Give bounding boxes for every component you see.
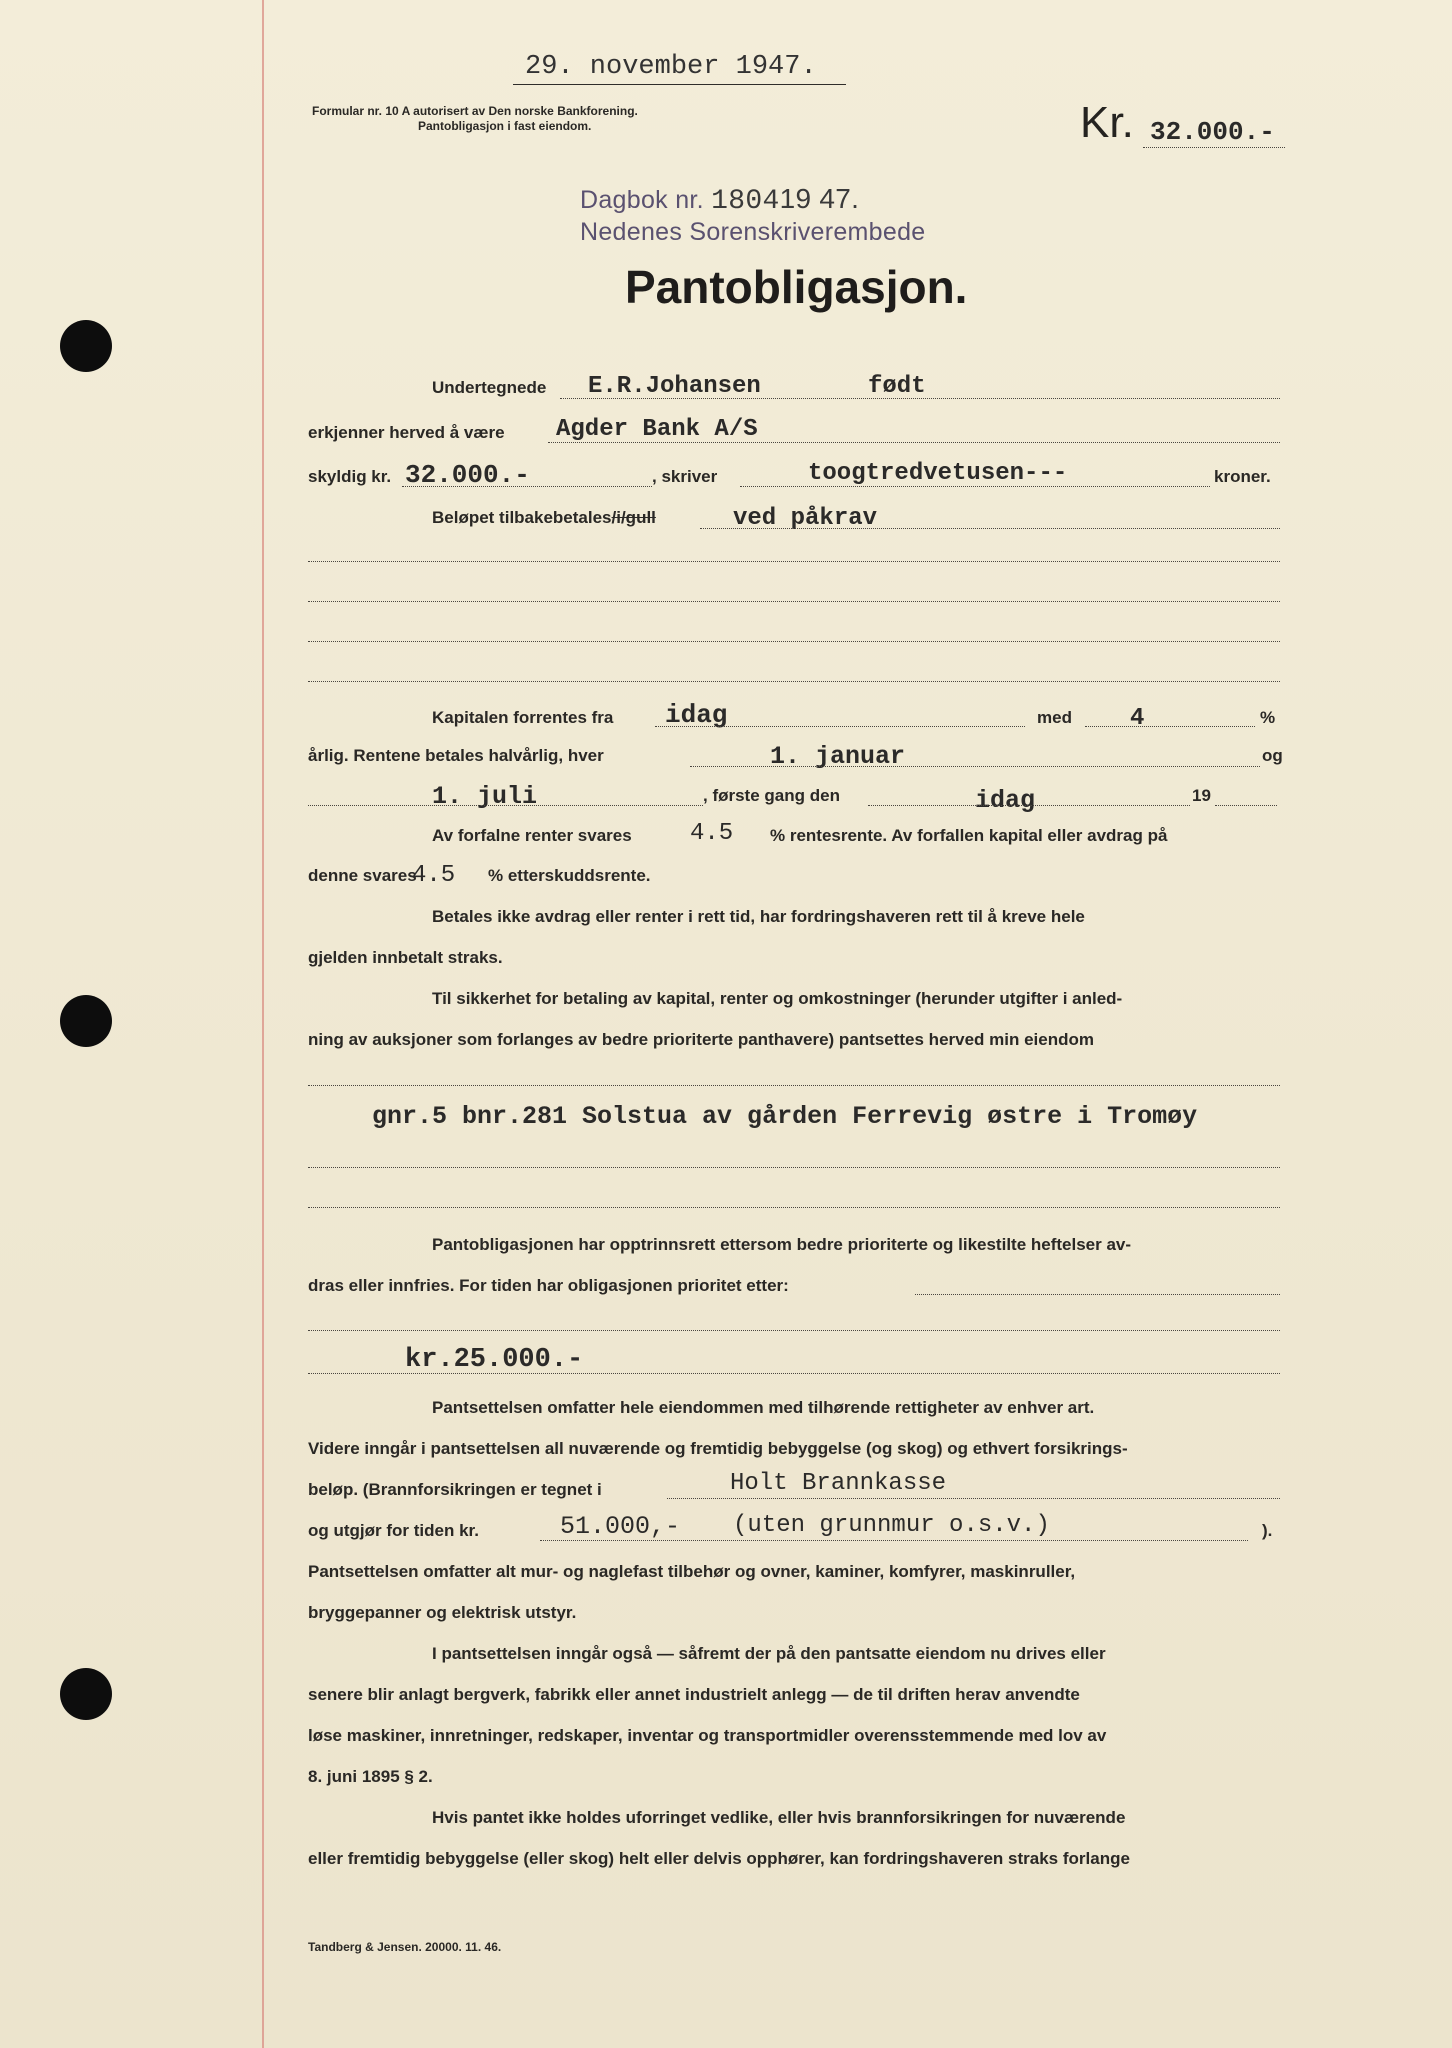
repayment-struck: /i/gull <box>611 508 656 527</box>
insured-amount: 51.000,- <box>560 1512 681 1541</box>
fill-line <box>1215 805 1277 806</box>
label-undertegnede: Undertegnede <box>432 378 547 397</box>
fill-line <box>308 681 1280 682</box>
insured-note: (uten grunnmur o.s.v.) <box>733 1512 1050 1539</box>
fill-line <box>308 1207 1280 1208</box>
etter-rate: 4.5 <box>412 862 456 889</box>
label-kapitalen: Kapitalen forrentes fra <box>432 708 614 727</box>
label-skyldig: skyldig kr. <box>308 467 392 486</box>
fill-line <box>868 805 1190 806</box>
fill-line <box>1085 726 1255 727</box>
para-ogsa-1: I pantsettelsen inngår også — såfremt der på den pantsatte eiendom nu drives eller <box>432 1644 1106 1663</box>
insurer-name: Holt Brannkasse <box>730 1470 947 1497</box>
para-tilbehor-2: bryggepanner og elektrisk utstyr. <box>308 1603 577 1622</box>
dagbok-label: Dagbok nr. <box>580 186 704 214</box>
fill-line <box>690 766 1260 767</box>
interest-date2: 1. juli <box>432 782 538 811</box>
para-betales-2: gjelden innbetalt straks. <box>308 948 503 967</box>
label-erkjenner: erkjenner herved å være <box>308 423 505 442</box>
para-sikkerhet-1: Til sikkerhet for betaling av kapital, renter og omkostninger (herunder utgifter i anled- <box>432 989 1123 1008</box>
label-19: 19 <box>1192 786 1211 805</box>
date-underline <box>513 84 846 85</box>
label-av-forfalne: Av forfalne renter svares <box>432 826 632 845</box>
label-forste: , første gang den <box>703 786 840 805</box>
fill-line <box>308 561 1280 562</box>
creditor-name: Agder Bank A/S <box>556 416 758 443</box>
para-tilbehor-1: Pantsettelsen omfatter alt mur- og naglefast tilbehør og ovner, kaminer, komfyrer, maskinruller, <box>308 1562 1076 1581</box>
para-ogsa-4: 8. juni 1895 § 2. <box>308 1767 433 1786</box>
para-omfatter-1: Pantsettelsen omfatter hele eiendommen med tilhørende rettigheter av enhver art. <box>432 1398 1095 1417</box>
rente-rate: 4.5 <box>690 820 734 847</box>
label-arlig: årlig. Rentene betales halvårlig, hver <box>308 746 604 765</box>
document-date: 29. november 1947. <box>525 52 817 82</box>
fill-line <box>560 398 1280 399</box>
amount-words: toogtredvetusen--- <box>808 460 1068 487</box>
label-rentesrente: % rentesrente. Av forfallen kapital eller avdrag på <box>770 826 1168 845</box>
label-kroner: kroner. <box>1214 467 1271 486</box>
repayment-label: Beløpet tilbakebetales <box>432 508 612 527</box>
page-title: Pantobligasjon. <box>625 261 968 313</box>
para-ogsa-2: senere blir anlagt bergverk, fabrikk eller annet industrielt anlegg — de til driften herav anvendte <box>308 1685 1080 1704</box>
fill-line <box>740 486 1210 487</box>
debtor-fodt: født <box>868 373 926 400</box>
label-utgjor: og utgjør for tiden kr. <box>308 1521 479 1540</box>
formular-line2: Pantobligasjon i fast eiendom. <box>418 119 592 133</box>
para-betales-1: Betales ikke avdrag eller renter i rett tid, har fordringshaveren rett til å kreve hele <box>432 907 1085 926</box>
para-omfatter-2: Videre inngår i pantsettelsen all nuværende og fremtidig bebyggelse (og skog) og ethvert forsikrings- <box>308 1439 1128 1458</box>
dagbok-stamp <box>580 183 859 217</box>
para-ogsa-3: løse maskiner, innretninger, redskaper, inventar og transportmidler overensstemmende med lov av <box>308 1726 1107 1745</box>
punch-hole <box>60 995 112 1047</box>
para-omfatter-3: beløp. (Brannforsikringen er tegnet i <box>308 1480 602 1499</box>
para-sikkerhet-2: ning av auksjoner som forlanges av bedre prioriterte panthavere) pantsettes herved min eiendom <box>308 1030 1095 1049</box>
para-vedlike-1: Hvis pantet ikke holdes uforringet vedlike, eller hvis brannforsikringen for nuværende <box>432 1808 1126 1827</box>
fill-line <box>308 1085 1280 1086</box>
interest-first: idag <box>975 786 1036 815</box>
interest-rate: 4 <box>1130 705 1145 732</box>
office-stamp: Nedenes Sorenskriverembede <box>580 218 926 246</box>
fill-line <box>308 1373 1280 1374</box>
punch-hole <box>60 320 112 372</box>
fill-line <box>308 641 1280 642</box>
debt-amount: 32.000.- <box>405 460 530 490</box>
dagbok-number: 1804 <box>711 186 780 217</box>
label-med: med <box>1037 708 1072 727</box>
interest-from: idag <box>665 700 728 730</box>
para-opptrinn-1: Pantobligasjonen har opptrinnsrett ettersom bedre prioriterte og likestilte heftelser av- <box>432 1235 1132 1254</box>
dagbok-year: 19 47. <box>779 183 860 214</box>
fill-line <box>548 442 1280 443</box>
footer-printer: Tandberg & Jensen. 20000. 11. 46. <box>308 1940 502 1954</box>
para-vedlike-2: eller fremtidig bebyggelse (eller skog) helt eller delvis opphører, kan fordringshaveren straks forlange <box>308 1849 1130 1868</box>
debtor-name: E.R.Johansen <box>588 373 761 400</box>
repayment-value: ved påkrav <box>733 505 878 532</box>
interest-date1: 1. januar <box>770 742 906 771</box>
label-denne: denne svares <box>308 866 417 885</box>
prior-amount: kr.25.000.- <box>405 1345 584 1375</box>
property-description: gnr.5 bnr.281 Solstua av gården Ferrevig østre i Tromøy <box>372 1102 1198 1131</box>
punch-hole <box>60 1668 112 1720</box>
para-opptrinn-2: dras eller innfries. For tiden har obligasjonen prioritet etter: <box>308 1276 789 1295</box>
fill-line <box>540 1540 1248 1541</box>
label-skriver: , skriver <box>652 467 718 486</box>
kr-line <box>1143 147 1285 148</box>
label-og: og <box>1262 746 1283 765</box>
pct-label: % <box>1260 708 1276 727</box>
label-tilbakebetales <box>432 508 656 528</box>
fill-line <box>700 528 1280 529</box>
fill-line <box>655 726 1025 727</box>
kr-label: Kr. <box>1080 98 1134 147</box>
label-close: ). <box>1262 1521 1273 1540</box>
fill-line <box>308 1167 1280 1168</box>
kr-amount: 32.000.- <box>1150 117 1275 147</box>
fill-line <box>402 486 652 487</box>
fill-line <box>308 1330 1280 1331</box>
label-ettersk: % etterskuddsrente. <box>488 866 651 885</box>
margin-line <box>262 0 264 2048</box>
fill-line <box>308 601 1280 602</box>
fill-line <box>308 805 703 806</box>
formular-line1: Formular nr. 10 A autorisert av Den norske Bankforening. <box>312 104 638 118</box>
fill-line <box>915 1294 1280 1295</box>
fill-line <box>667 1498 1280 1499</box>
